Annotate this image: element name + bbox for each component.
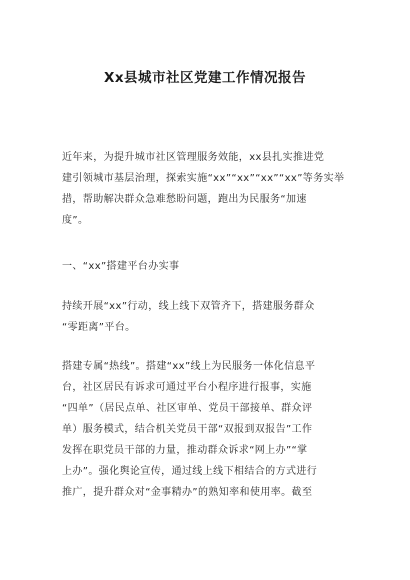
paragraph-hotline	[62, 356, 354, 503]
paragraph-intro	[62, 147, 354, 231]
paragraph-line: 近年来，为提升城市社区管理服务效能，xx县扎实推进党	[62, 152, 325, 163]
section-heading	[62, 256, 354, 277]
paragraph-line: 上办”。强化舆论宣传，通过线上线下相结合的方式进行	[62, 466, 318, 477]
paragraph-action	[62, 296, 354, 338]
paragraph-line: 发挥在职党员干部的力量，推动群众诉求“网上办”“掌	[62, 445, 308, 456]
paragraph-line: 单）服务模式，结合机关党员干部“双报到双报告”工作	[62, 424, 313, 435]
paragraph-line: 台，社区居民有诉求可通过平台小程序进行报事，实施	[62, 382, 312, 393]
document-title: Xx县城市社区党建工作情况报告	[103, 70, 307, 86]
section-heading-text: 一、“xx”搭建平台办实事	[62, 261, 180, 272]
paragraph-line: “零距离”平台。	[62, 322, 136, 333]
paragraph-line: “四单”（居民点单、社区审单、党员干部接单、群众评	[62, 403, 313, 414]
paragraph-line: 持续开展“xx”行动，线上线下双管齐下，搭建服务群众	[62, 301, 315, 312]
paragraph-line: 措，帮助解决群众急难愁盼问题，跑出为民服务“加速	[62, 194, 307, 205]
paragraph-line: 建引领城市基层治理，探索实施“xx”“xx”“xx”“xx”等务实举	[62, 173, 345, 184]
paragraph-line: 推广，提升群众对“金事精办”的熟知率和使用率。截至	[62, 487, 313, 498]
paragraph-line: 度”。	[62, 215, 89, 226]
paragraph-line: 搭建专属“热线”。搭建“xx”线上为民服务一体化信息平	[62, 361, 316, 372]
